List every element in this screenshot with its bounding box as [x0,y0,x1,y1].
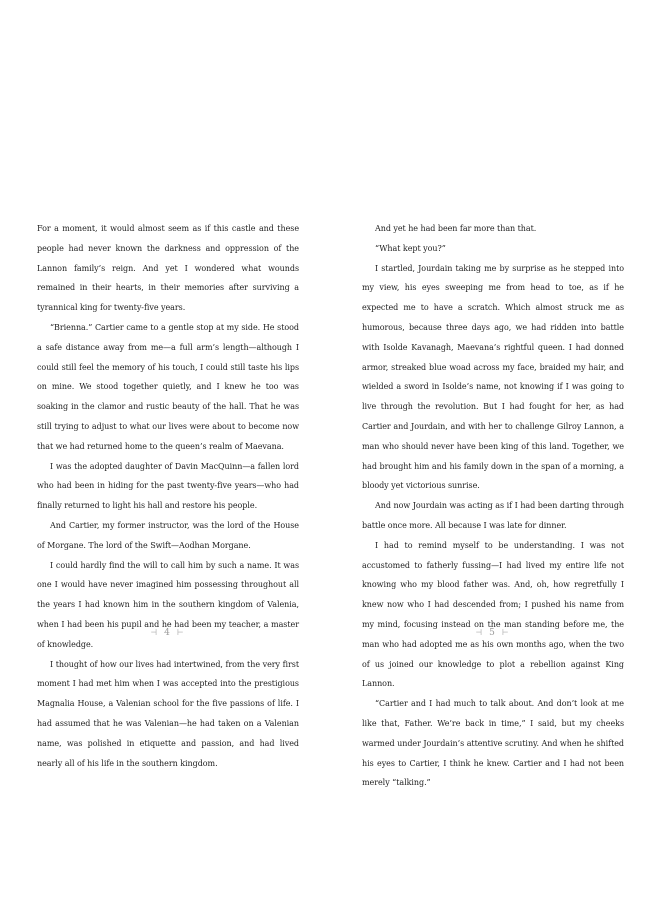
left-paragraph-1: For a moment, it would almost seem as if this castle and these people had never known the darkness and oppression of the Lannon family’s reign. And yet I wondered what wounds remained in their hearts, in their memories after surviving a tyrannical king for twenty-five years. [37,224,299,313]
left-paragraph-3: I was the adopted daughter of Davin MacQuinn—a fallen lord who had been in hiding for the past twenty-five years—who had finally returned to light his hall and restore his people. [37,461,299,511]
left-page-number [37,628,299,638]
right-paragraph-1: And yet he had been far more than that. [375,224,537,233]
right-page-number [362,628,624,638]
folio-ornament-left: ⊣ [475,628,485,637]
right-paragraph-4: And now Jourdain was acting as if I had been darting through battle once more. All because I was late for dinner. [362,501,624,530]
folio-ornament-right: ⊢ [176,628,186,637]
right-paragraph-6: “Cartier and I had much to talk about. And don’t look at me like that, Father. We’re back in time,” I said, but my cheeks warmed under Jourdain’s attentive scrutiny. And when he shifted his eyes to Cartier, I think he knew. Cartier and I had not been merely “talking.” [362,699,624,788]
left-page-number-value: 4 [164,628,172,638]
left-page [37,219,299,773]
right-page-number-value: 5 [489,628,497,638]
folio-ornament-left: ⊣ [150,628,160,637]
right-paragraph-5: I had to remind myself to be understanding. I was not accustomed to fatherly fussing—I had lived my entire life not knowing who my blood father was. And, oh, how regretfully I knew now who I had descended from; I pushed his name from my mind, focusing instead on the man standing before me, the man who had adopted me as his own months ago, when the two of us joined our knowledge to plot a rebellion against King Lannon. [362,540,624,689]
right-page [362,219,624,793]
left-paragraph-2: “Brienna.” Cartier came to a gentle stop at my side. He stood a safe distance away from me—a full arm’s length—although I could still feel the memory of his touch, I could still taste his lips on mine. We stood together quietly, and I knew he too was soaking in the clamor and rustic beauty of the hall. That he was still trying to adjust to what our lives were about to become now that we had returned home to the queen’s realm of Maevana. [37,322,299,451]
left-paragraph-5: I could hardly find the will to call him by such a name. It was one I would have never imagined him possessing throughout all the years I had known him in the southern kingdom of Valenia, when I had been his pupil and he had been my teacher, a master of knowledge. [37,560,299,649]
left-paragraph-6: I thought of how our lives had intertwined, from the very first moment I had met him when I was accepted into the prestigious Magnalia House, a Valenian school for the five passions of life. I had assumed that he was Valenian—he had taken on a Valenian name, was polished in etiquette and passion, and had lived nearly all of his life in the southern kingdom. [37,659,299,768]
left-paragraph-4: And Cartier, my former instructor, was the lord of the House of Morgane. The lord of the Swift—Aodhan Morgane. [37,520,299,550]
right-paragraph-3: I startled, Jourdain taking me by surprise as he stepped into my view, his eyes sweeping me from head to toe, as if he expected me to have a scratch. Which almost struck me as humorous, because three days ago, we had ridden into battle with Isolde Kavanagh, Maevana’s rightful queen. I had donned armor, streaked blue woad across my face, braided my hair, and wielded a sword in Isolde’s name, not knowing if I was going to live through the revolution. But I had fought for her, as had Cartier and Jourdain, and with her to challenge Gilroy Lannon, a man who should never have been king of this land. Together, we had brought him and his family down in the span of a morning, a bloody yet victorious sunrise. [362,263,624,491]
right-paragraph-2: “What kept you?” [375,243,446,253]
folio-ornament-right: ⊢ [501,628,511,637]
